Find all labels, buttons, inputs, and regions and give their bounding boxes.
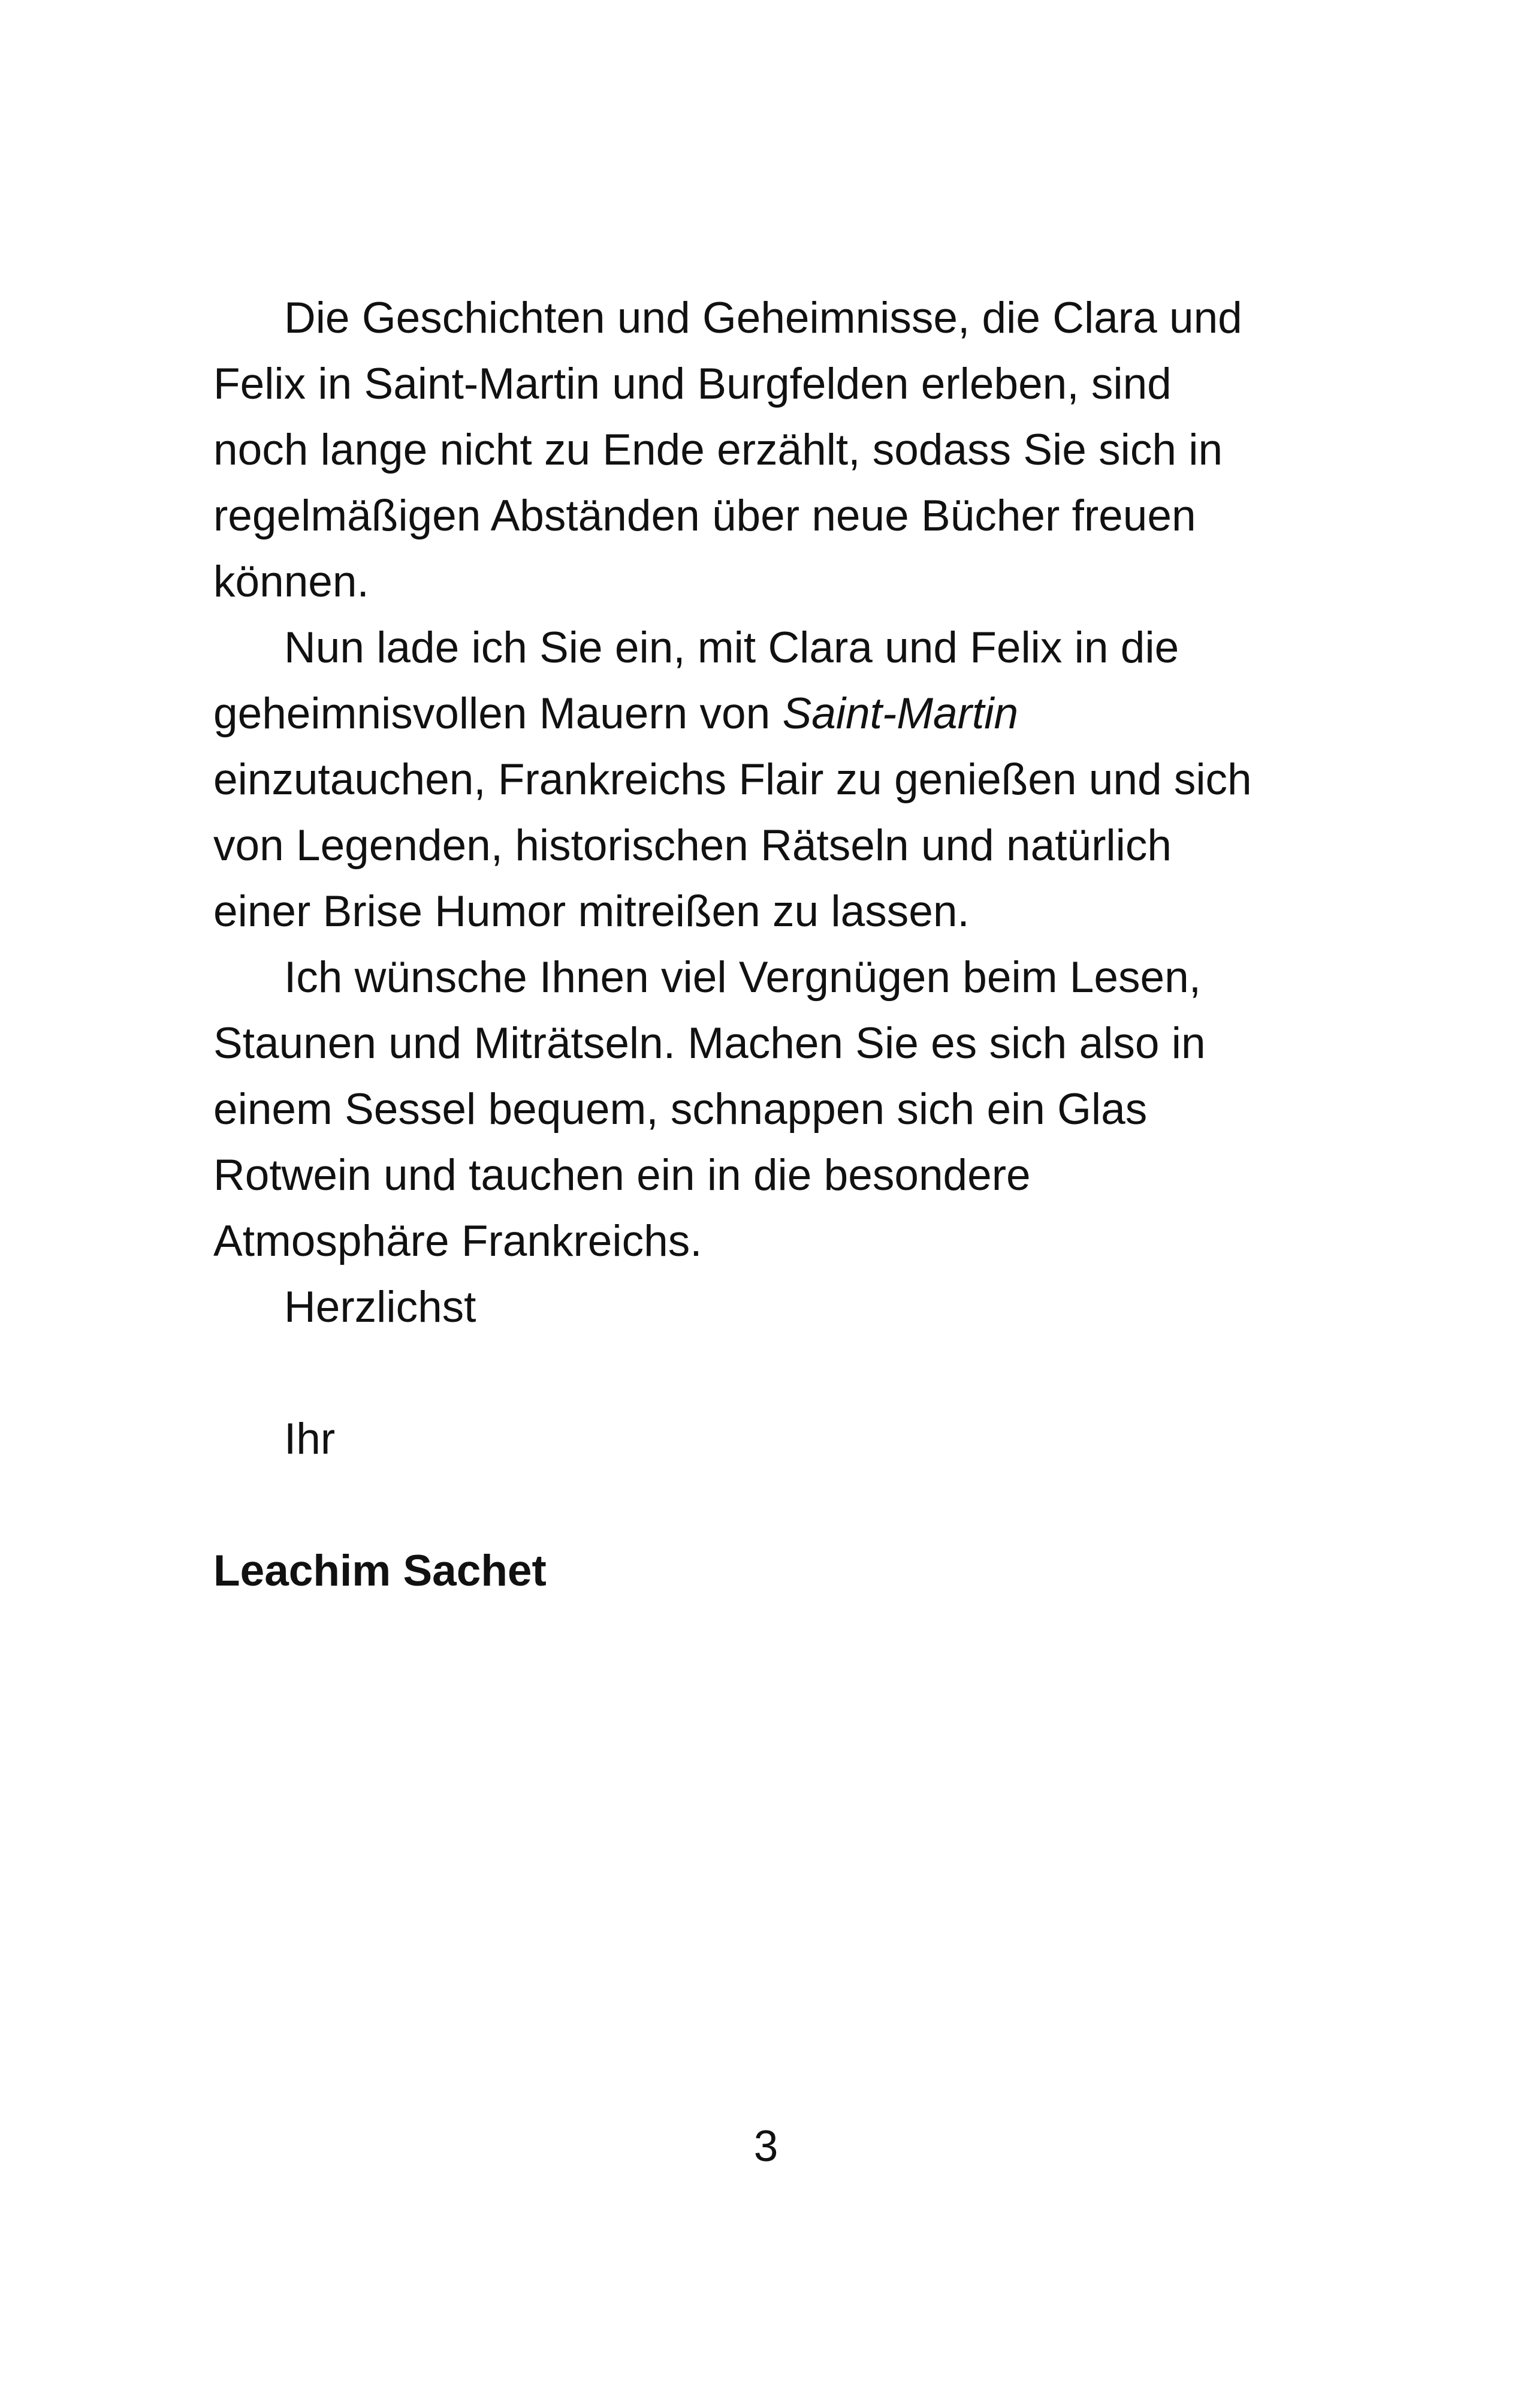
italic-place-name: Saint-Martin <box>782 689 1019 738</box>
text-line: von Legenden, historischen Rätseln und natürlich <box>213 821 1172 870</box>
text-line: regelmäßigen Abständen über neue Bücher freuen <box>213 492 1196 540</box>
text-segment: geheimnisvollen Mauern von <box>213 689 783 738</box>
paragraph-2 <box>213 615 1334 945</box>
text-line: Nun lade ich Sie ein, mit Clara und Felix in die <box>284 623 1179 672</box>
text-line: Die Geschichten und Geheimnisse, die Clara und <box>284 294 1242 342</box>
text-line: können. <box>213 557 369 606</box>
text-line: Staunen und Miträtseln. Machen Sie es sich also in <box>213 1019 1206 1068</box>
text-line: Atmosphäre Frankreichs. <box>213 1217 702 1265</box>
paragraph-3 <box>213 945 1334 1274</box>
closing-greeting: Herzlichst <box>284 1283 476 1331</box>
page-number: 3 <box>753 2122 778 2171</box>
text-line: einzutauchen, Frankreichs Flair zu genießen und sich <box>213 755 1252 804</box>
text-line <box>213 681 1334 747</box>
text-line: noch lange nicht zu Ende erzählt, sodass Sie sich in <box>213 426 1223 474</box>
paragraph-1 <box>213 285 1334 615</box>
blank-line <box>213 1472 1334 1538</box>
text-line: einer Brise Humor mitreißen zu lassen. <box>213 887 970 936</box>
text-line: Rotwein und tauchen ein in die besondere <box>213 1151 1031 1200</box>
text-line: einem Sessel bequem, schnappen sich ein Glas <box>213 1085 1148 1134</box>
text-line: Felix in Saint-Martin und Burgfelden erleben, sind <box>213 360 1172 408</box>
author-signature: Leachim Sachet <box>213 1547 547 1595</box>
blank-line <box>213 1340 1334 1406</box>
body-text <box>213 285 1334 1604</box>
closing-ihr: Ihr <box>284 1415 336 1463</box>
text-line: Ich wünsche Ihnen viel Vergnügen beim Lesen, <box>284 953 1201 1002</box>
